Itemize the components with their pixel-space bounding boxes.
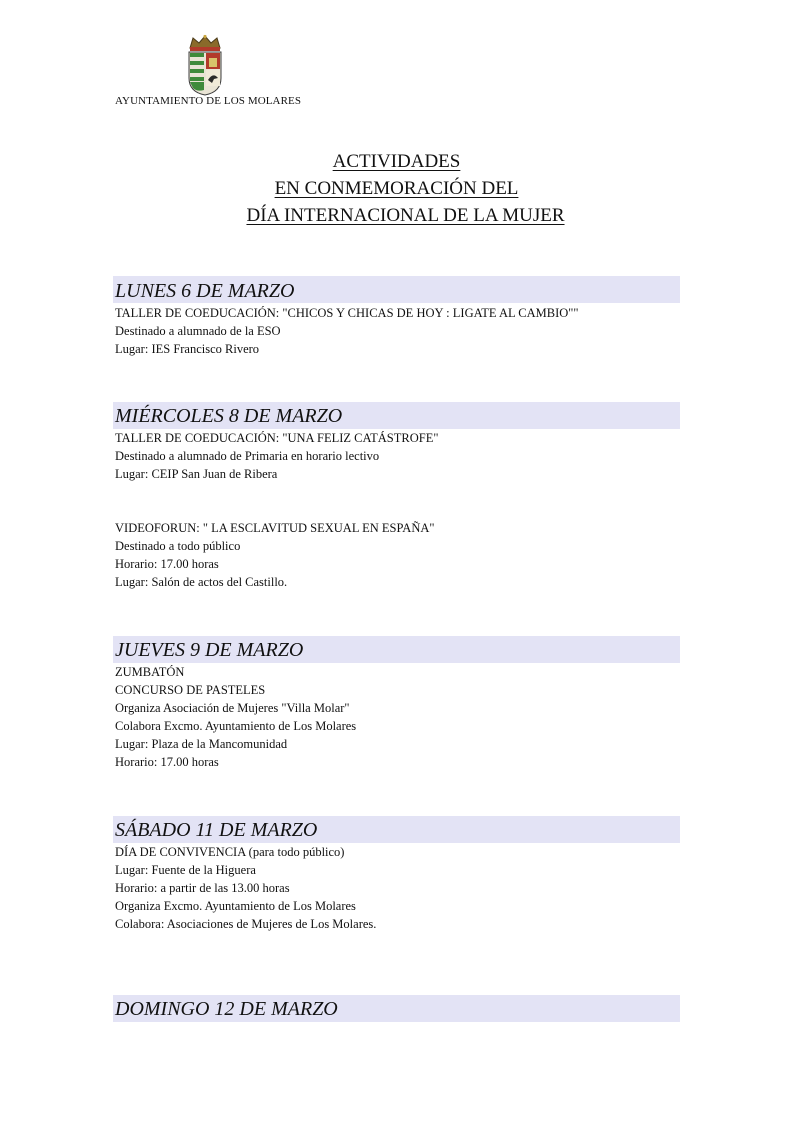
detail-line: TALLER DE COEDUCACIÓN: "CHICOS Y CHICAS DE HOY : LIGATE AL CAMBIO"" (115, 306, 579, 320)
day-title-jueves: JUEVES 9 DE MARZO (115, 639, 304, 661)
day-title-miercoles: MIÉRCOLES 8 DE MARZO (115, 405, 343, 427)
document-title (0, 148, 793, 229)
title-line-1: ACTIVIDADES (332, 151, 461, 172)
detail-line: Lugar: IES Francisco Rivero (115, 342, 260, 356)
detail-line: Colabora Excmo. Ayuntamiento de Los Molares (115, 719, 357, 733)
day-title-sabado: SÁBADO 11 DE MARZO (115, 819, 318, 841)
detail-line: Lugar: Plaza de la Mancomunidad (115, 737, 288, 751)
detail-line: Horario: 17.00 horas (115, 755, 219, 769)
title-line-2: EN CONMEMORACIÓN DEL (274, 178, 519, 199)
detail-line: CONCURSO DE PASTELES (115, 683, 266, 697)
detail-line: VIDEOFORUN: " LA ESCLAVITUD SEXUAL EN ESPAÑA" (115, 521, 435, 535)
day-details-miercoles-taller (115, 429, 438, 483)
title-line-3: DÍA INTERNACIONAL DE LA MUJER (246, 205, 565, 226)
day-title-lunes: LUNES 6 DE MARZO (115, 280, 295, 302)
detail-line: Organiza Asociación de Mujeres "Villa Molar" (115, 701, 350, 715)
detail-line: Horario: 17.00 horas (115, 557, 219, 571)
day-title-domingo: DOMINGO 12 DE MARZO (115, 998, 338, 1020)
day-details-sabado (115, 843, 376, 933)
organization-name: AYUNTAMIENTO DE LOS MOLARES (115, 95, 302, 107)
day-details-jueves (115, 663, 356, 771)
detail-line: Organiza Excmo. Ayuntamiento de Los Molares (115, 899, 356, 913)
detail-line: Colabora: Asociaciones de Mujeres de Los Molares. (115, 917, 377, 931)
detail-line: Destinado a alumnado de Primaria en horario lectivo (115, 449, 380, 463)
detail-line: TALLER DE COEDUCACIÓN: "UNA FELIZ CATÁSTROFE" (115, 431, 439, 445)
detail-line: Lugar: Fuente de la Higuera (115, 863, 256, 877)
detail-line: DÍA DE CONVIVENCIA (para todo público) (115, 845, 345, 859)
detail-line: Destinado a todo público (115, 539, 241, 553)
day-details-miercoles-videoforum (115, 519, 434, 591)
detail-line: ZUMBATÓN (115, 665, 185, 679)
detail-line: Horario: a partir de las 13.00 horas (115, 881, 290, 895)
detail-line: Lugar: CEIP San Juan de Ribera (115, 467, 278, 481)
detail-line: Lugar: Salón de actos del Castillo. (115, 575, 288, 589)
coat-of-arms-icon (185, 34, 225, 96)
detail-line: Destinado a alumnado de la ESO (115, 324, 281, 338)
day-details-lunes (115, 304, 579, 358)
